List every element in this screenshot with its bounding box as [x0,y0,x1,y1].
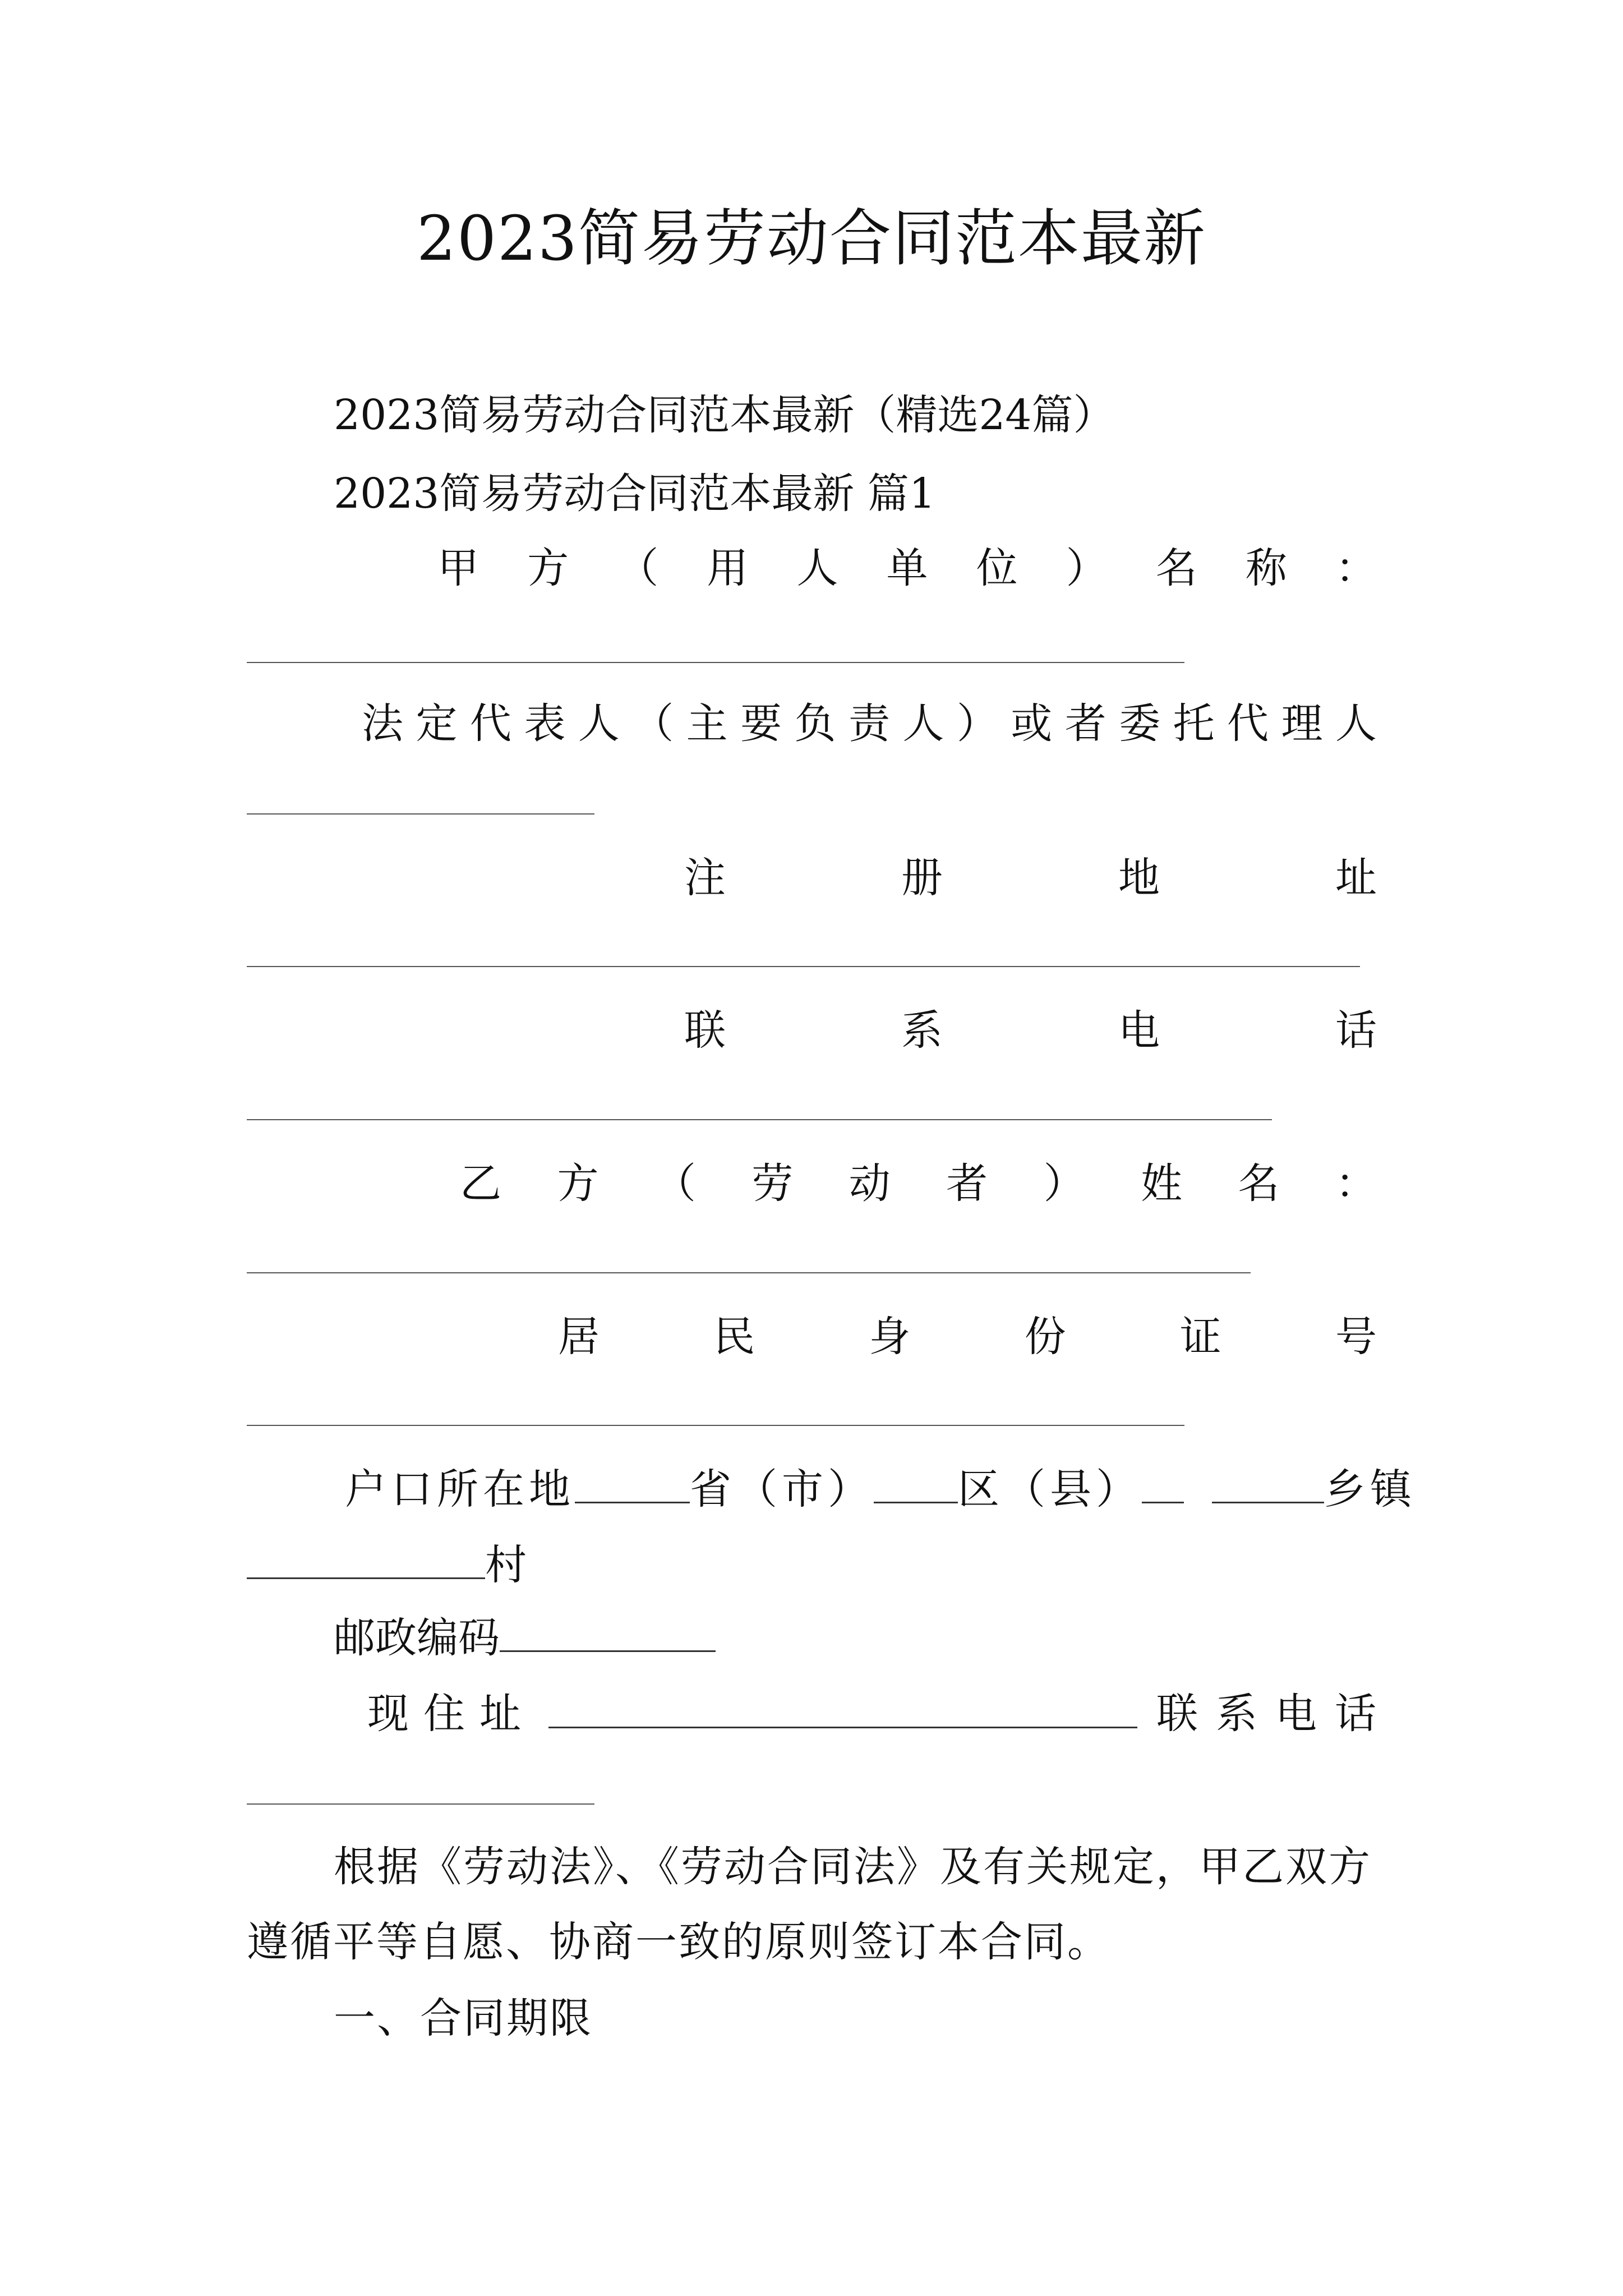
hukou-village-blank [247,1538,485,1579]
party-b-contact-phone-field [247,1803,594,1805]
party-a-representative-label: 法 定 代 表 人 （ 主 要 负 责 人 ） 或 者 委 托 代 理 人 [362,700,1377,748]
party-b-name-label: 乙 方 （ 劳 动 者 ） 姓 名 ： [460,1159,1377,1208]
hukou-township-label: 乡镇 [1324,1465,1416,1513]
document-subtitle: 2023简易劳动合同范本最新（精选24篇） [334,391,1115,439]
party-b-name-field [247,1272,1251,1273]
postcode-label: 邮政编码 [334,1614,500,1662]
party-b-id-label: 居 民 身 份 证 号 [558,1313,1377,1361]
preamble-line-1: 根据《劳动法》、《劳动合同法》及有关规定，甲乙双方 [334,1843,1372,1891]
hukou-township-blank [1212,1462,1324,1503]
hukou-district-blank [874,1462,958,1503]
postcode-blank [500,1611,716,1652]
hukou-label: 户口所在地 [345,1465,575,1513]
hukou-village-label: 村 [485,1541,527,1589]
hukou-district-blank-2 [1142,1462,1184,1503]
clause-1-heading: 一、合同期限 [334,1994,593,2042]
hukou-province-blank [575,1462,690,1503]
current-address-label: 现住址 [367,1690,536,1738]
party-a-representative-field [247,813,594,815]
party-b-hukou-row [345,1461,1416,1517]
party-b-current-address-row [367,1686,536,1742]
document-title: 2023简易劳动合同范本最新 [417,203,1206,274]
party-b-contact-phone-label: 联系电话 [1156,1690,1394,1738]
party-a-address-field [247,966,1360,967]
party-a-name-field [247,662,1184,663]
party-a-name-label: 甲 方 （ 用 人 单 位 ） 名 称 ： [437,544,1377,592]
current-address-field [548,1727,1137,1728]
hukou-district-label: 区（县） [958,1465,1142,1513]
party-b-hukou-row-2 [247,1537,527,1593]
party-a-address-label: 注 册 地 址 [684,854,1377,902]
party-b-id-field [247,1425,1184,1426]
preamble-line-2: 遵循平等自愿、协商一致的原则签订本合同。 [247,1918,1110,1966]
party-a-phone-label: 联 系 电 话 [684,1006,1377,1055]
party-a-phone-field [247,1119,1272,1120]
hukou-province-label: 省（市） [690,1465,874,1513]
section-heading: 2023简易劳动合同范本最新 篇1 [334,470,935,518]
party-b-postcode-row [334,1610,716,1666]
